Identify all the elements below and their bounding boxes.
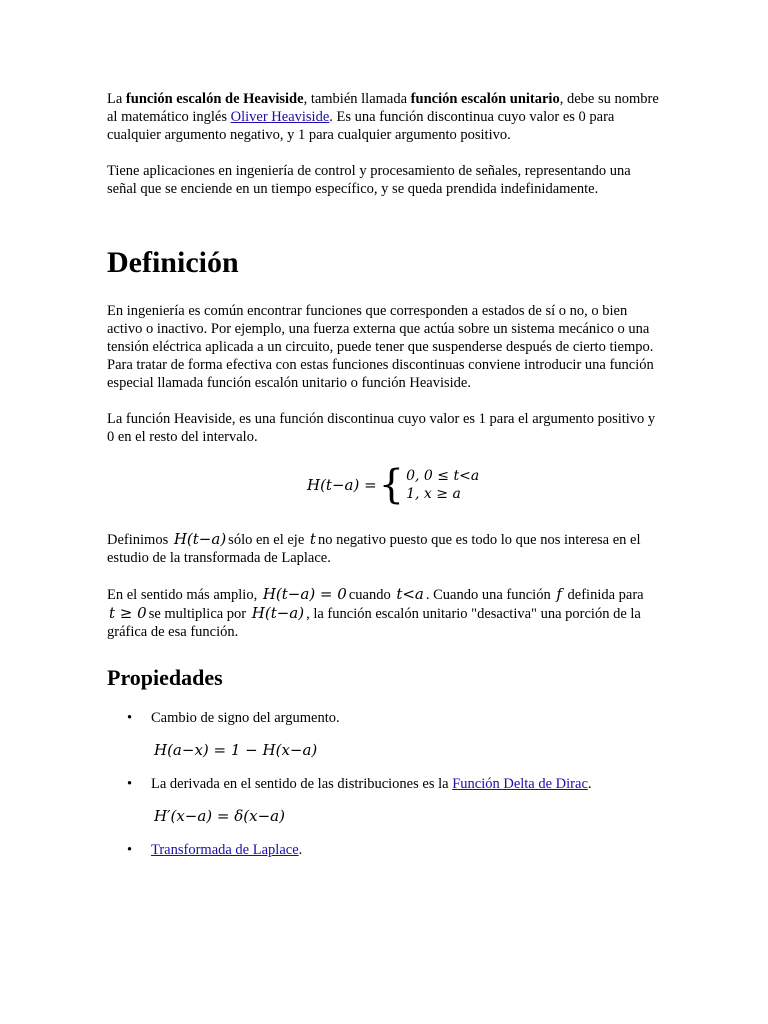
bullet-icon: • [127, 842, 133, 858]
list-item-text: Cambio de signo del argumento. [151, 710, 340, 726]
text: . Cuando una función [425, 587, 555, 603]
math-inline: H(t−a) [251, 604, 305, 622]
text: definida para [563, 587, 644, 603]
text: , la función escalón unitario "desactiva" una porción de la gráfica de esa función. [107, 606, 641, 640]
math-inline: H(t−a) = 0 [262, 585, 347, 603]
math-inline: t [309, 530, 316, 548]
bullet-icon: • [127, 710, 133, 726]
intro-paragraph-1 [107, 90, 663, 144]
case-1: 0, 0 ≤ t<a [406, 468, 480, 484]
link-delta-dirac[interactable]: Función Delta de Dirac [452, 776, 588, 792]
math-inline: f [556, 585, 562, 603]
text: se multiplica por [148, 606, 250, 622]
list-item [107, 775, 663, 793]
text: . [298, 842, 303, 858]
math-inline: H(t−a) [173, 530, 227, 548]
text: En el sentido más amplio, [107, 587, 261, 603]
list-item [107, 709, 663, 727]
text: , debe su nombre al matemático inglés [107, 91, 659, 125]
case-2: 1, x ≥ a [406, 486, 461, 502]
text: . Es una función discontinua cuyo valor es 0 para cualquier argumento negativo, y 1 para cualquier argumento positivo. [107, 109, 615, 143]
heading-definicion: Definición [107, 246, 239, 279]
text: sólo en el eje [228, 532, 308, 548]
equation-sign-change: H(a−x) = 1 − H(x−a) [154, 741, 318, 759]
propiedades-list-2 [107, 775, 663, 793]
link-transformada-laplace[interactable]: Transformada de Laplace [151, 842, 299, 858]
text: Definimos [107, 532, 172, 548]
bold-term-heaviside: función escalón de Heaviside [125, 91, 304, 107]
intro-paragraph-2: Tiene aplicaciones en ingeniería de control y procesamiento de señales, representando una señal que se enciende en un tiempo específico, y se queda prendida indefinidamente. [107, 163, 631, 197]
definicion-paragraph-2: La función Heaviside, es una función discontinua cuyo valor es 1 para el argumento positivo y 0 en el resto del intervalo. [107, 411, 656, 445]
math-inline: t ≥ 0 [109, 604, 147, 622]
text: cuando [348, 587, 395, 603]
heading-propiedades: Propiedades [107, 665, 223, 690]
bullet-icon: • [127, 776, 133, 792]
brace-symbol: { [378, 462, 405, 508]
definicion-paragraph-3 [107, 530, 663, 567]
equation-derivative: H′(x−a) = δ(x−a) [154, 807, 285, 825]
text: . [587, 776, 592, 792]
list-item [107, 841, 663, 859]
definicion-paragraph-4 [107, 585, 663, 641]
math-inline: t<a [396, 585, 424, 603]
propiedades-list [107, 709, 663, 727]
equation-cases [406, 467, 479, 503]
propiedades-list-3 [107, 841, 663, 859]
article-content [107, 90, 663, 859]
equation-lhs: H(t−a) = [307, 476, 377, 494]
text: , también llamada [303, 91, 411, 107]
heaviside-definition-equation [107, 458, 663, 512]
bold-term-unitario: función escalón unitario [410, 91, 560, 107]
text: no negativo puesto que es todo lo que nos interesa en el estudio de la transformada de Laplace. [107, 532, 641, 566]
text: La [107, 91, 126, 107]
link-oliver-heaviside[interactable]: Oliver Heaviside [230, 109, 330, 125]
list-item-text: La derivada en el sentido de las distribuciones es la [151, 776, 453, 792]
definicion-paragraph-1: En ingeniería es común encontrar funciones que corresponden a estados de sí o no, o bien activo o inactivo. Por ejemplo, una fuerza externa que actúa sobre un sistema mecánico o una tensión eléctrica aplicada a un circuito, puede tener que suspenderse después de cierto tiempo. Para tratar de forma efectiva con estas funciones discontinuas conviene introducir una función especial llamada función escalón unitario o función Heaviside. [107, 303, 654, 391]
